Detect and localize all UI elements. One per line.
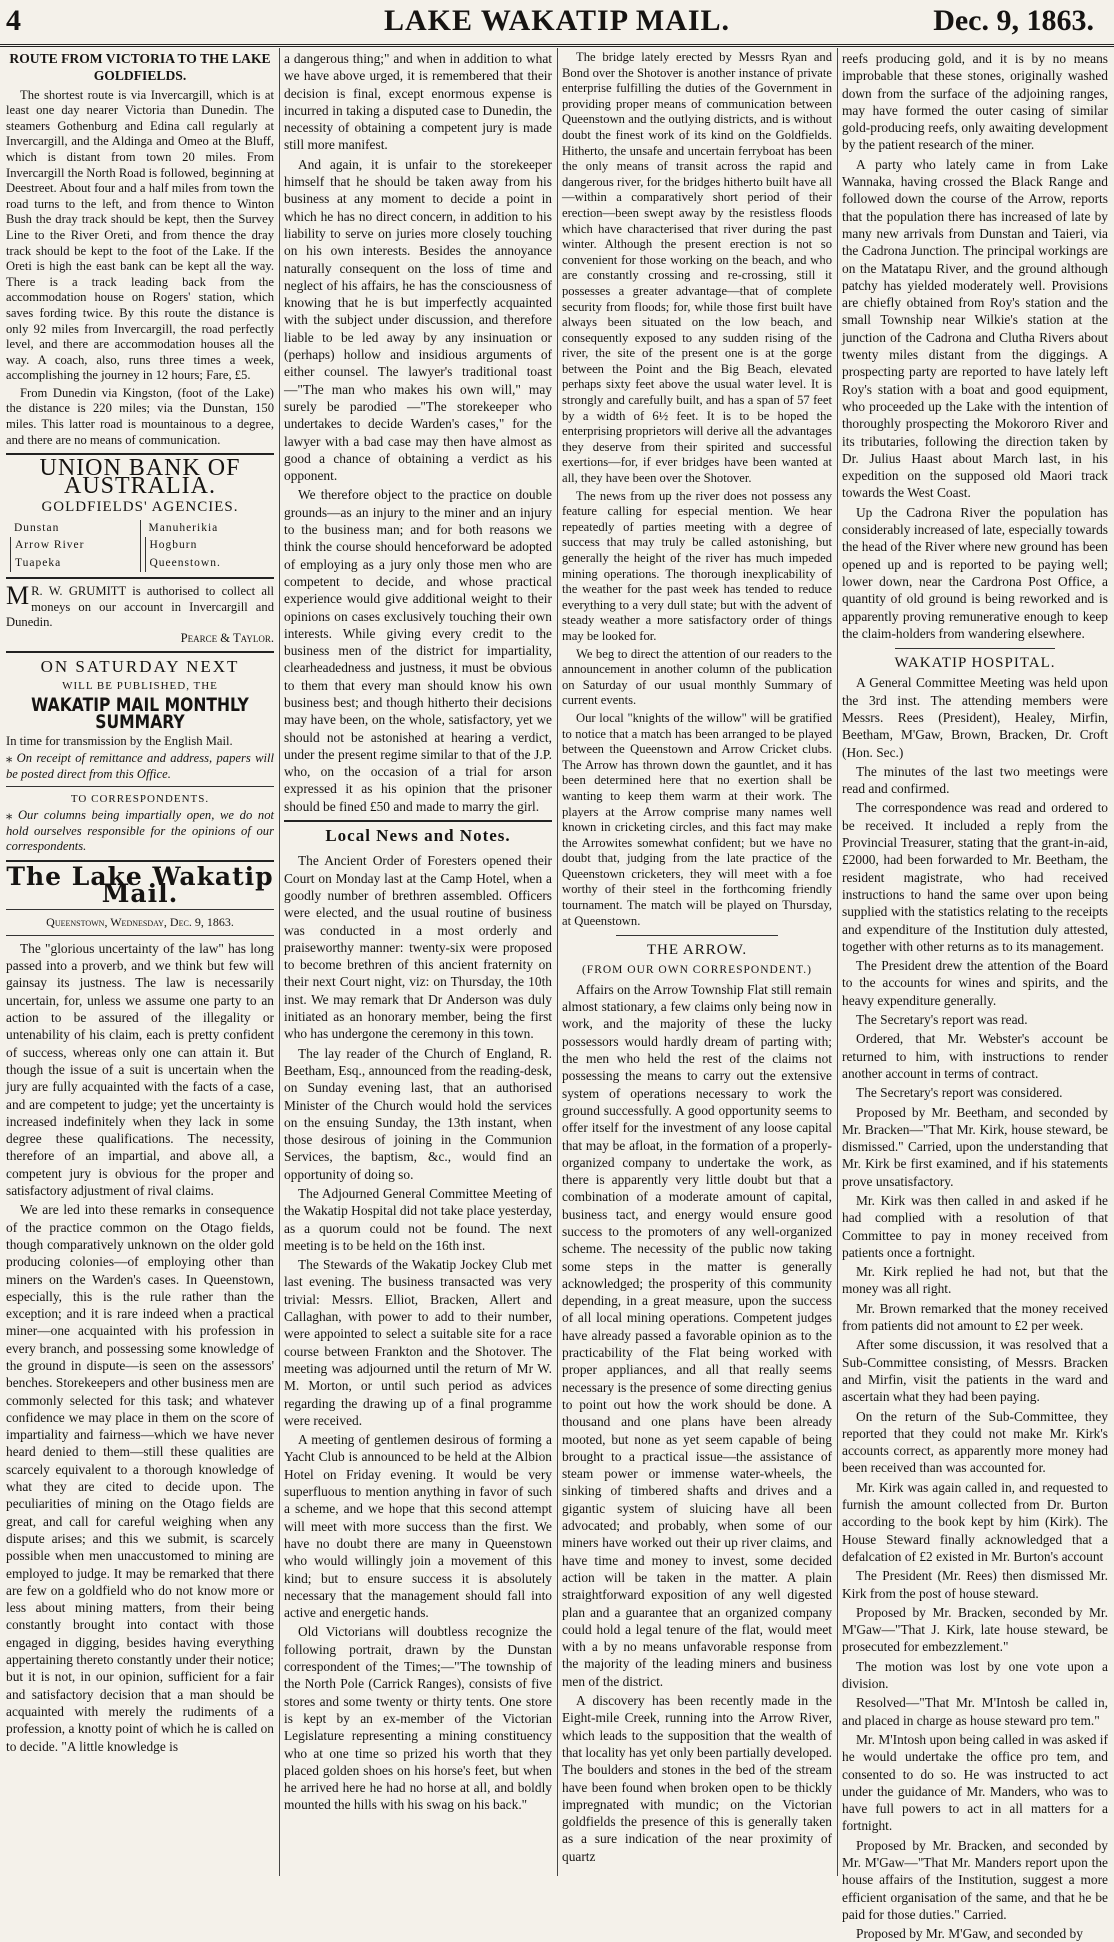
news-item: The bridge lately erected by Messrs Ryan and Bond over the Shotover is another instance of private enterprise fulfilling the duties of the Government in providing proper means of communication between Queenstown and the outlying districts, and is without doubt the finest work of its kind on the Goldfields. Hitherto, the unsafe and uncertain ferryboat has been the only means of transit across the rapid and dangerous river, for the bridges hitherto built have all—within a comparatively short period of their erection—been swept away by the resistless floods which have characterised that river during the past winter. Although the present erection is not so convenient for those working on the beach, and who are constantly crossing and re-crossing, still it possesses a greater advantage—that of complete security from floods; for, while those first built have always been situated on the low beach, and consequently exposed to any sudden rising of the river, the site of the present one is at the gorge between the Point and the Big Beach, elevated perhaps sixty feet above the usual water level. It is strongly and carefully built, and has a span of 57 feet by a width of 6½ feet. It is to be hoped the enterprising proprietors will derive all the advantages they deserve from their spirited and successful exertions—for, if ever bridges have been wanted at all, they have been over the Shotover. [562, 50, 832, 486]
summary-note: ⁎ On receipt of remittance and address, papers will be posted direct from this Office. [6, 751, 274, 781]
news-item: We beg to direct the attention of our readers to the announcement in another column of the publication on Saturday of our usual monthly Summary of current events. [562, 646, 832, 708]
route-paragraph: From Dunedin via Kingston, (foot of the Lake) the distance is 220 miles; via the Dunstan, 150 miles. This latter road is mountainous to a degree, and there are no means of communication. [6, 385, 274, 447]
news-item: The Adjourned General Committee Meeting of the Wakatip Hospital did not take place yesterday, as a quorum could not be found. The next meeting is to be held on the 16th inst. [284, 1186, 552, 1253]
correspondents-title: TO CORRESPONDENTS. [70, 793, 210, 806]
hospital-paragraph: The Secretary's report was read. [856, 1012, 1028, 1028]
agencies-table [6, 520, 274, 572]
hospital-paragraph: Mr. Kirk was then called in and asked if he had complied with a resolution of that Committee to pay in money received from patients once a fortnight. [842, 1193, 1108, 1260]
newspaper-title: LAKE WAKATIP MAIL. [383, 4, 731, 37]
arrow-paragraph: A discovery has been recently made in the Eight-mile Creek, running into the Arrow River, which leads to the supposition that the wealth of that locality has yet only been partially developed. The boulders and stones in the bed of the stream have been found when broken open to be thickly impregnated with mundic; on the Victorian goldfields the presence of this is generally taken as a sure indication of the near proximity of quartz [562, 1693, 832, 1864]
dateline: Queenstown, Wednesday, Dec. 9, 1863. [46, 914, 234, 929]
hospital-paragraph: Mr. M'Intosh upon being called in was asked if he would undertake the office pro tem, and consented to do so. He was instructed to act under the guidance of Mr. Manders, who was to have full powers to act in all matters for a fortnight. [842, 1731, 1108, 1834]
divider [6, 651, 274, 653]
correspondents-note: ⁎ Our columns being impartially open, we do not hold ourselves responsible for the opinions of our correspondents. [6, 808, 274, 854]
hospital-paragraph: Proposed by Mr. Bracken, seconded by Mr. M'Gaw—"That J. Kirk, late house steward, be prosecuted for embezzlement." [842, 1604, 1108, 1655]
monthly-summary-title: WAKATIP MAIL MONTHLY SUMMARY [31, 694, 249, 734]
hospital-heading: WAKATIP HOSPITAL. [894, 655, 1056, 672]
arrow-paragraph: A party who lately came in from Lake Wannaka, having crossed the Black Range and followed down the course of the Arrow, reports that the population there has increased of late by many new arrivals from Dunstan and Taieri, via the Cadrona Junction. The principal workings are on the Matatapu River, and the ground although patchy has yielded moderately well. Provisions are chiefly obtained from Roy's station and the small Township near Wilkie's station at the junction of the Cadrona and Clutha Rivers about twenty miles distant from the diggings. A prospecting party are reported to have lately left Roy's station with a boat and good equipment, who proceeded up the Lake with the intention of thoroughly prospecting the Mokororo River and its tributaries, following the direction taken by Dr. Julius Haast about March last, in his expedition on the supposed old Maori track towards the West Coast. [842, 156, 1108, 501]
column-rule [279, 48, 280, 1876]
hospital-paragraph: Ordered, that Mr. Webster's account be returned to him, with instructions to render another account in terms of contract. [842, 1031, 1108, 1081]
hospital-paragraph: Mr. Brown remarked that the money received from patients did not amount to £2 per week. [842, 1300, 1108, 1334]
column-rule [557, 48, 558, 1876]
divider [616, 935, 778, 936]
arrow-paragraph: Affairs on the Arrow Township Flat still remain almost stationary, a few claims only being now in work, and the majority of these the lucky possessors would hardly dream of parting with; the men who held the rest of the claims not possessing the means to carry out the extensive system of operations necessary to work the ground successfully. A good opportunity seems to offer itself for the investment of any loose capital that may be afloat, in the formation of a properly-organized company to undertake the work, as there is apparently very little doubt but that a combination of a moderate amount of capital, business tact, and energy would ensure good success to the promoters of any well-organized scheme. The necessity of the public now taking some steps in the matter is generally acknowledged; the prosperity of this community depending, in a great measure, upon the success of all local mining operations. Competent judges have already passed a favorable opinion as to the practicability of the Flat being worked with proper appliances, and all that really seems necessary is the presence of some directing genius to point out how the work should be done. A thousand and one plans have been already mooted, but none as yet seem capable of being brought to a practical issue—the assistance of steam power or immense water-wheels, the sinking of timbered shafts and drives and a gigantic system of sluicing have all been advocated; and probably, when some of our miners have worked out their up river claims, and have time and money to invest, some decided action will be taken in the matter. A plain straightforward exposition of any well digested plan and a guarantee that an organized company could hold a legal tenure of the flat, would meet with a by no means unfavorable response from the majority of the leading miners and business men of the district. [562, 981, 832, 1689]
hospital-paragraph: Mr. Kirk replied he had not, but that the money was all right. [842, 1264, 1108, 1297]
agency: Tuapeka [10, 555, 140, 572]
hospital-paragraph: Resolved—"That Mr. M'Intosh be called in, and placed in charge as house steward pro tem." [842, 1695, 1108, 1728]
news-item: The Ancient Order of Foresters opened their Court on Monday last at the Camp Hotel, when a goodly number of brethren assembled. Officers were elected, and the usual routine of business was conducted in a most orderly and praiseworthy manner: twenty-six were proposed to become brethren of this ancient fraternity on their next Court night, viz: on Thursday, the 10th inst. We may remark that Dr Anderson was duly initiated as an honorary member, being the first who has undergone the ceremony in this town. [284, 853, 552, 1042]
grumitt-signature: Pearce & Taylor. [180, 630, 274, 645]
hospital-paragraph: After some discussion, it was resolved that a Sub-Committee consisting, of Messrs. Bracken and Mirfin, visit the patients in the ward and ascertain what they had been paying. [842, 1337, 1108, 1405]
editorial-paragraph: We are led into these remarks in consequence of the practice common on the Otago fields, though comparatively unknown on the older gold producing colonies—of employing other than miners on the Warden's cases. In Queenstown, especially, this is the rule rather than the exception; and it is rare indeed when a practical miner—one acquainted with his profession in every branch, and possessing some knowledge of the ground in dispute—is seen on the assessors' benches. Storekeepers and other business men are commonly selected for this task; and whatever confidence we may place in them on the score of impartiality and fairness—which we have never heard denied to them—still these qualities are scarcely equivalent to a thorough knowledge of what they are cited to decide upon. The peculiarities of mining on the Otago fields are great, and call for careful weighing when any dispute arises; and this we submit, is scarcely possible when men unaccustomed to mining are employed to judge. It may be remarked that there are few on a goldfield who do not know more or less about mining matters, from their being constantly brought into contact with those engaged in digging, besides having everything appertaining thereto constantly under their notice; but it is not, in our opinion, sufficient for a fair and satisfactory decision that a man should be acquainted with merely the rudiments of a profession, a knotty point of which he is called on to decide. "A little knowledge is [6, 1202, 274, 1754]
route-paragraph: The shortest route is via Invercargill, which is at least one day nearer Victoria than Dunedin. The steamers Gothenburg and Edina call regularly at Invercargill, and the Aldinga and Omeo at the Bluff, which is distant from town 20 miles. From Invercargill the North Road is followed, beginning at Deestreet. About four and a half miles from town the road turns to the left, and from thence to Winton Bush the dray track should be kept, then the Survey Line to the River Oreti, and from thence the dray track should be kept to the foot of the Lake. If the Oreti is high the east bank can be kept all the way. There is a track leading back from the accommodation house on Rogers' station, which saves fording twice. By this route the distance is only 92 miles from Invercargill, the road perfectly level, and there are accommodation houses all the way. A coach, also, runs three times a week, accomplishing the journey in 12 hours; Fare, £5. [6, 87, 274, 383]
route-heading: ROUTE FROM VICTORIA TO THE LAKE GOLDFIELDS. [9, 51, 271, 84]
agencies-left [6, 520, 140, 572]
union-bank-title: UNION BANK OF AUSTRALIA. [39, 455, 241, 499]
saturday-subtitle: WILL BE PUBLISHED, THE [62, 679, 218, 692]
editorial-paragraph: The "glorious uncertainty of the law" has long passed into a proverb, and we think but few will gainsay its justness. The law is necessarily uncertain, for, unless we assume one party to an action to be assured of the illegality or untenability of his claim, each is pretty confident of success, whereas only one can attain it. But though the issue of a suit is uncertain when the jury are fully acquainted with the facts of a case, and are competent to judge; yet the uncertainty is increased indefinitely when they lack in some degree these qualifications. The necessity, therefore of an impartial, and above all, a competent jury is obvious for the proper and satisfactory adjustment of rival claims. [6, 940, 274, 1199]
divider [6, 909, 274, 910]
divider [284, 820, 552, 822]
saturday-title: ON SATURDAY NEXT [40, 657, 240, 677]
hospital-paragraph: The Secretary's report was considered. [856, 1085, 1063, 1101]
hospital-paragraph: A General Committee Meeting was held upon the 3rd inst. The attending members were Messrs. Rees (President), Healey, Mirfin, Beetham, M'Gaw, Brown, Bracken, Dr. Croft (Hon. Sec.) [842, 675, 1108, 760]
page-number: 4 [6, 4, 21, 37]
arrow-subheading: (FROM OUR OWN CORRESPONDENT.) [581, 963, 813, 976]
column-3 [562, 50, 832, 1875]
hospital-paragraph: Proposed by Mr. M'Gaw, and seconded by [856, 1926, 1083, 1942]
divider [6, 577, 274, 579]
hospital-paragraph: On the return of the Sub-Committee, they reported that they could not make Mr. Kirk's accounts correct, as apparently more money had been received than was accounted for. [842, 1408, 1108, 1476]
agency: Arrow River [10, 537, 140, 554]
drop-cap: M [6, 581, 30, 611]
agency: Dunstan [14, 522, 60, 535]
hospital-paragraph: The minutes of the last two meetings were read and confirmed. [842, 763, 1108, 797]
hospital-paragraph: The motion was lost by one vote upon a division. [842, 1658, 1108, 1692]
hospital-paragraph: Proposed by Mr. Beetham, and seconded by Mr. Bracken—"That Mr. Kirk, house steward, be dismissed." Carried, upon the understanding that Mr. Kirk be first examined, and if his statements prove unsatisfactory. [842, 1104, 1108, 1189]
news-item: A meeting of gentlemen desirous of forming a Yacht Club is announced to be held at the Albion Hotel on Friday evening. It would be very superfluous to mention anything in favor of such a scheme, and we hope that this second attempt will meet with more success than the first. We have no doubt there are many in Queenstown who would willingly join a movement of this kind; but to ensure success it is absolutely necessary that the management should fall into active and energetic hands. [284, 1432, 552, 1621]
news-item: The lay reader of the Church of England, R. Beetham, Esq., announced from the reading-desk, on Sunday evening last, that an authorised Minister of the Church would hold the services on the ensuing Sunday, the 13th instant, when those desirous of joining in the Communion Services, the baptism, &c., would find an opportunity of doing so. [284, 1045, 552, 1182]
column-4 [842, 50, 1108, 1942]
divider [895, 648, 1055, 649]
union-bank-subtitle: GOLDFIELDS' AGENCIES. [41, 498, 239, 515]
agency: Queenstown. [145, 555, 275, 572]
hospital-paragraph: Mr. Kirk was again called in, and requested to furnish the amount collected from Dr. Burton according to the book kept by him (Kirk). The House Steward finally acknowledged that a defalcation of £2 existed in Mr. Burton's account [842, 1479, 1108, 1564]
agency: Manuherikia [148, 522, 219, 535]
column-2 [284, 50, 552, 1875]
editorial-paragraph: We therefore object to the practice on double grounds—as an injury to the miner and an injury to the business man; and for both reasons we think the course should henceforward be adopted of employing as a jury only those men who are competent to decide, and whose practical experience would give additional weight to their opinions on cases exclusively touching their own interests. While giving every credit to the business men of the district for impartiality, clearheadedness and justness, it must be obvious to them that every man should know his own business best; and though hitherto their decisions may have been, on the whole, satisfactory, yet we should not be astonished at hearing a verdict, under the present regime similar to that of the J.P. who, on the occasion of a trial for arson expressed it as his opinion that the prisoner should be fined £50 and made to marry the girl. [284, 487, 552, 814]
news-item: The Stewards of the Wakatip Jockey Club met last evening. The business transacted was very trivial: Messrs. Elliot, Bracken, Allert and Callaghan, with power to add to their number, were appointed to select a suitable site for a race course between Frankton and the Shotover. The meeting was adjourned until the return of Mr W. M. Morton, or until such period as advices regarding the drawing up of a final programme were received. [284, 1257, 552, 1428]
masthead [0, 0, 1114, 47]
local-news-heading: Local News and Notes. [325, 826, 511, 846]
news-item: The news from up the river does not possess any feature calling for especial mention. We hear repeatedly of parties meeting with a degree of success that may truly be called astonishing, but generally the height of the river has much impeded mining operations. The thorough inexplicability of the weather for the past week has tended to reduce everything to a very dull state; but with the advent of steady weather a more satisfactory order of things may be looked for. [562, 488, 832, 643]
divider [6, 935, 274, 936]
grumitt-notice [6, 581, 274, 646]
agencies-right [140, 520, 275, 572]
hospital-paragraph: The President (Mr. Rees) then dismissed Mr. Kirk from the post of house steward. [842, 1568, 1108, 1601]
hospital-paragraph: The correspondence was read and ordered to be received. It included a reply from the Provincial Treasurer, stating that the grant-in-aid, £2000, had been forwarded to Mr. Beetham, the resident magistrate, who had received instructions to hand the same over upon being supplied with the statistics relating to the receipts and expenditure of the Institution duly attested, together with other returns as to its management. [842, 800, 1108, 954]
hospital-paragraph: Proposed by Mr. Bracken, and seconded by Mr. M'Gaw—"That Mr. Manders report upon the house affairs of the Institution, suggest a more efficient organisation of the same, and that he be paid for those duties." Carried. [842, 1837, 1108, 1922]
news-item: Old Victorians will doubtless recognize the following portrait, drawn by the Dunstan correspondent of the Times;—"The township of the North Pole (Carrick Ranges), consists of five stores and some twenty or thirty tents. One store is kept by an ex-member of the Victorian Legislature representing a mining constituency who at one time so prized his worth that they placed golden shoes on his horse's feet, but when he arrived here he had no horse at all, and boldly mounted the hills with his swag on his back." [284, 1624, 552, 1813]
hospital-paragraph: The President drew the attention of the Board to the accounts for wines and spirits, and the heavy expenditure generally. [842, 958, 1108, 1008]
column-rule [837, 48, 838, 1876]
summary-line: In time for transmission by the English Mail. [6, 733, 233, 748]
paper-title: The Lake Wakatip Mail. [6, 861, 274, 909]
issue-date: Dec. 9, 1863. [933, 4, 1094, 37]
editorial-paragraph: And again, it is unfair to the storekeeper himself that he should be taken away from his business at any moment to decide a point in which he has no direct concern, in addition to his liability to serve on juries more closely touching on his own interests. Besides the annoyance naturally consequent on the loss of time and neglect of his affairs, he has the consciousness of knowing that he is but imperfectly acquainted with the subject under discussion, and therefore liable to be led away by any insinuation or (perhaps) hollow and insidious arguments of either counsel. The lawyer's traditional toast—"The man who makes his own will," may surely be parodied —"The storekeeper who undertakes to decide Warden's cases," for the lawyer with a bad case may then have almost as good a chance of obtaining a verdict as his opponent. [284, 156, 552, 484]
news-item: Our local "knights of the willow" will be gratified to notice that a match has been arranged to be played between the Queenstown and Arrow Cricket clubs. The Arrow has thrown down the gauntlet, and it has been determined here that no exertion shall be wanting to keep them warm at their work. The players at the Arrow comprise many names well known in cricketing circles, and this fact may make the Arrowites somewhat confident; but we have no doubt that, judging from the late practice of the Queenstown cricketers, they will meet with a foe worthy of their steel in the forthcoming friendly tournament. The match will be played on Thursday, at Queenstown. [562, 710, 832, 928]
agency: Hogburn [145, 537, 275, 554]
column-1 [6, 50, 274, 1875]
arrow-heading: THE ARROW. [646, 942, 748, 959]
arrow-paragraph: reefs producing gold, and it is by no means improbable that these stones, originally washed down from the surface of the adjoining ranges, may have formed the outer casing of similar gold-producing reefs, only awaiting development by the patient research of the miner. [842, 51, 1108, 153]
divider [6, 786, 274, 787]
grumitt-text: R. W. GRUMITT is authorised to collect all moneys on our account in Invercargill and Dunedin. [6, 584, 274, 630]
editorial-paragraph: a dangerous thing;" and when in addition to what we have above urged, it is remembered that their decision is final, except enormous expense is incurred in taking a disputed case to Dunedin, the necessity of obtaining a competent jury is made still more manifest. [284, 51, 552, 153]
arrow-paragraph: Up the Cadrona River the population has considerably increased of late, especially towards the head of the River where new ground has been opened up and is reported to be paying well; lower down, near the Cardrona Post Office, a quantity of old ground is being reworked and is apparently proving remunerative enough to keep the claim-holders from wandering elsewhere. [842, 504, 1108, 641]
